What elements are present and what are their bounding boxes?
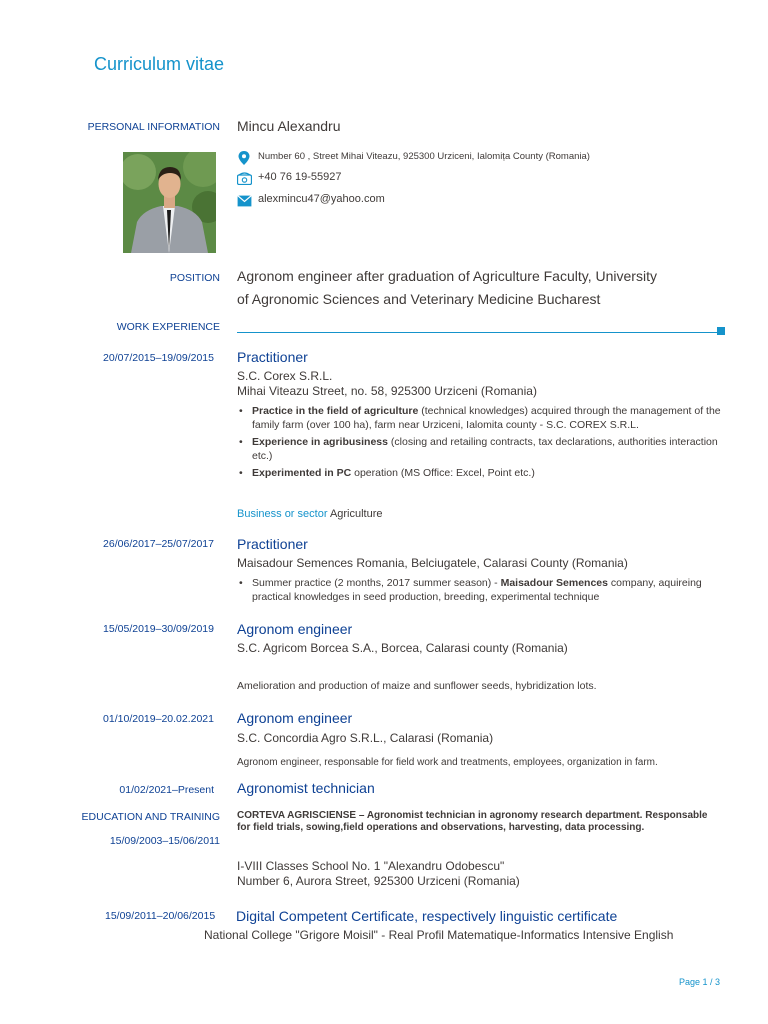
email-link[interactable]: alexmincu47@yahoo.com bbox=[258, 193, 385, 205]
email-icon bbox=[237, 194, 252, 206]
bullet-bold: Experience in agribusiness bbox=[252, 436, 388, 448]
address-text: Number 60 , Street Mihai Viteazu, 925300 Urziceni, Ialomița County (Romania) bbox=[258, 151, 590, 162]
job-3-employer: S.C. Agricom Borcea S.A., Borcea, Calarasi county (Romania) bbox=[237, 641, 568, 655]
job-3-description: Amelioration and production of maize and sunflower seeds, hybridization lots. bbox=[237, 680, 597, 692]
personal-information-label: PERSONAL INFORMATION bbox=[87, 121, 220, 133]
job-1-dates: 20/07/2015–19/09/2015 bbox=[103, 352, 214, 364]
job-1-employer: S.C. Corex S.R.L. bbox=[237, 369, 333, 383]
list-item bbox=[237, 576, 727, 604]
bullet-bold: Maisadour Semences bbox=[500, 577, 608, 589]
education-2-line-1: National College "Grigore Moisil" - Real Profil Matematique-Informatics Intensive English bbox=[204, 928, 674, 942]
bullet-text: Summer practice (2 months, 2017 summer season) - bbox=[252, 577, 501, 589]
list-item bbox=[237, 435, 727, 463]
job-5-dates: 01/02/2021–Present bbox=[119, 784, 214, 796]
job-3-title: Agronom engineer bbox=[237, 621, 353, 637]
job-1-bullets bbox=[237, 404, 727, 483]
education-label: EDUCATION AND TRAINING bbox=[81, 811, 220, 823]
position-label: POSITION bbox=[169, 272, 220, 284]
bullet-bold: Practice in the field of agriculture bbox=[252, 405, 419, 417]
location-icon bbox=[238, 151, 250, 165]
job-4-employer: S.C. Concordia Agro S.R.L., Calarasi (Romania) bbox=[237, 731, 494, 745]
bullet-text: operation (MS Office: Excel, Point etc.) bbox=[351, 467, 535, 479]
education-2-dates: 15/09/2011–20/06/2015 bbox=[105, 910, 216, 922]
cv-title: Curriculum vitae bbox=[94, 54, 225, 74]
job-5-title: Agronomist technician bbox=[237, 780, 375, 796]
job-4-title: Agronom engineer bbox=[237, 710, 353, 726]
bullet-text: (technical knowledges) acquired through the management of the family farm (over 100 ha), farm near Urziceni, Ialomita county - S.C. COREX S.R.L. bbox=[252, 405, 721, 431]
position-line-2: of Agronomic Sciences and Veterinary Medicine Bucharest bbox=[237, 291, 601, 307]
education-1-dates: 15/09/2003–15/06/2011 bbox=[109, 835, 220, 847]
sector-label: Business or sector bbox=[237, 508, 328, 520]
job-2-title: Practitioner bbox=[237, 536, 308, 552]
profile-photo bbox=[123, 152, 216, 253]
bullet-text: (closing and retailing contracts, tax declarations, authorities interaction etc.) bbox=[252, 436, 718, 462]
education-2-title: Digital Competent Certificate, respectively linguistic certificate bbox=[236, 908, 618, 924]
bullet-text: company, aquireing practical knowledges in seed production, breeding, experimental technique bbox=[252, 577, 702, 603]
section-divider bbox=[237, 332, 721, 333]
job-4-dates: 01/10/2019–20.02.2021 bbox=[103, 713, 214, 725]
phone-text[interactable]: +40 76 19-55927 bbox=[258, 171, 342, 183]
job-2-bullets bbox=[237, 576, 727, 607]
job-2-employer: Maisadour Semences Romania, Belciugatele, Calarasi County (Romania) bbox=[237, 556, 628, 570]
job-4-description: Agronom engineer, responsable for field work and treatments, employees, organization in farm. bbox=[237, 757, 658, 768]
list-item bbox=[237, 466, 727, 480]
section-divider-marker bbox=[717, 327, 725, 335]
job-2-dates: 26/06/2017–25/07/2017 bbox=[103, 538, 214, 550]
candidate-name: Mincu Alexandru bbox=[237, 118, 341, 134]
job-1-sector bbox=[237, 508, 383, 520]
page-number: Page 1 / 3 bbox=[679, 977, 721, 987]
list-item bbox=[237, 404, 727, 432]
job-5-description: CORTEVA AGRISCIENSE – Agronomist technician in agronomy research department. Responsable for field trials, sowing,field operations and observations, harvesting, data processing. bbox=[237, 810, 708, 833]
job-1-address: Mihai Viteazu Street, no. 58, 925300 Urziceni (Romania) bbox=[237, 384, 537, 398]
sector-value: Agriculture bbox=[329, 508, 383, 520]
job-1-title: Practitioner bbox=[237, 349, 308, 365]
position-line-1: Agronom engineer after graduation of Agriculture Faculty, University bbox=[237, 268, 657, 284]
bullet-bold: Experimented in PC bbox=[252, 467, 352, 479]
job-3-dates: 15/05/2019–30/09/2019 bbox=[103, 623, 214, 635]
education-1-line-2: Number 6, Aurora Street, 925300 Urziceni (Romania) bbox=[237, 874, 520, 888]
phone-icon bbox=[237, 172, 252, 185]
education-1-line-1: I-VIII Classes School No. 1 "Alexandru Odobescu" bbox=[237, 859, 505, 873]
work-experience-label: WORK EXPERIENCE bbox=[116, 321, 220, 333]
